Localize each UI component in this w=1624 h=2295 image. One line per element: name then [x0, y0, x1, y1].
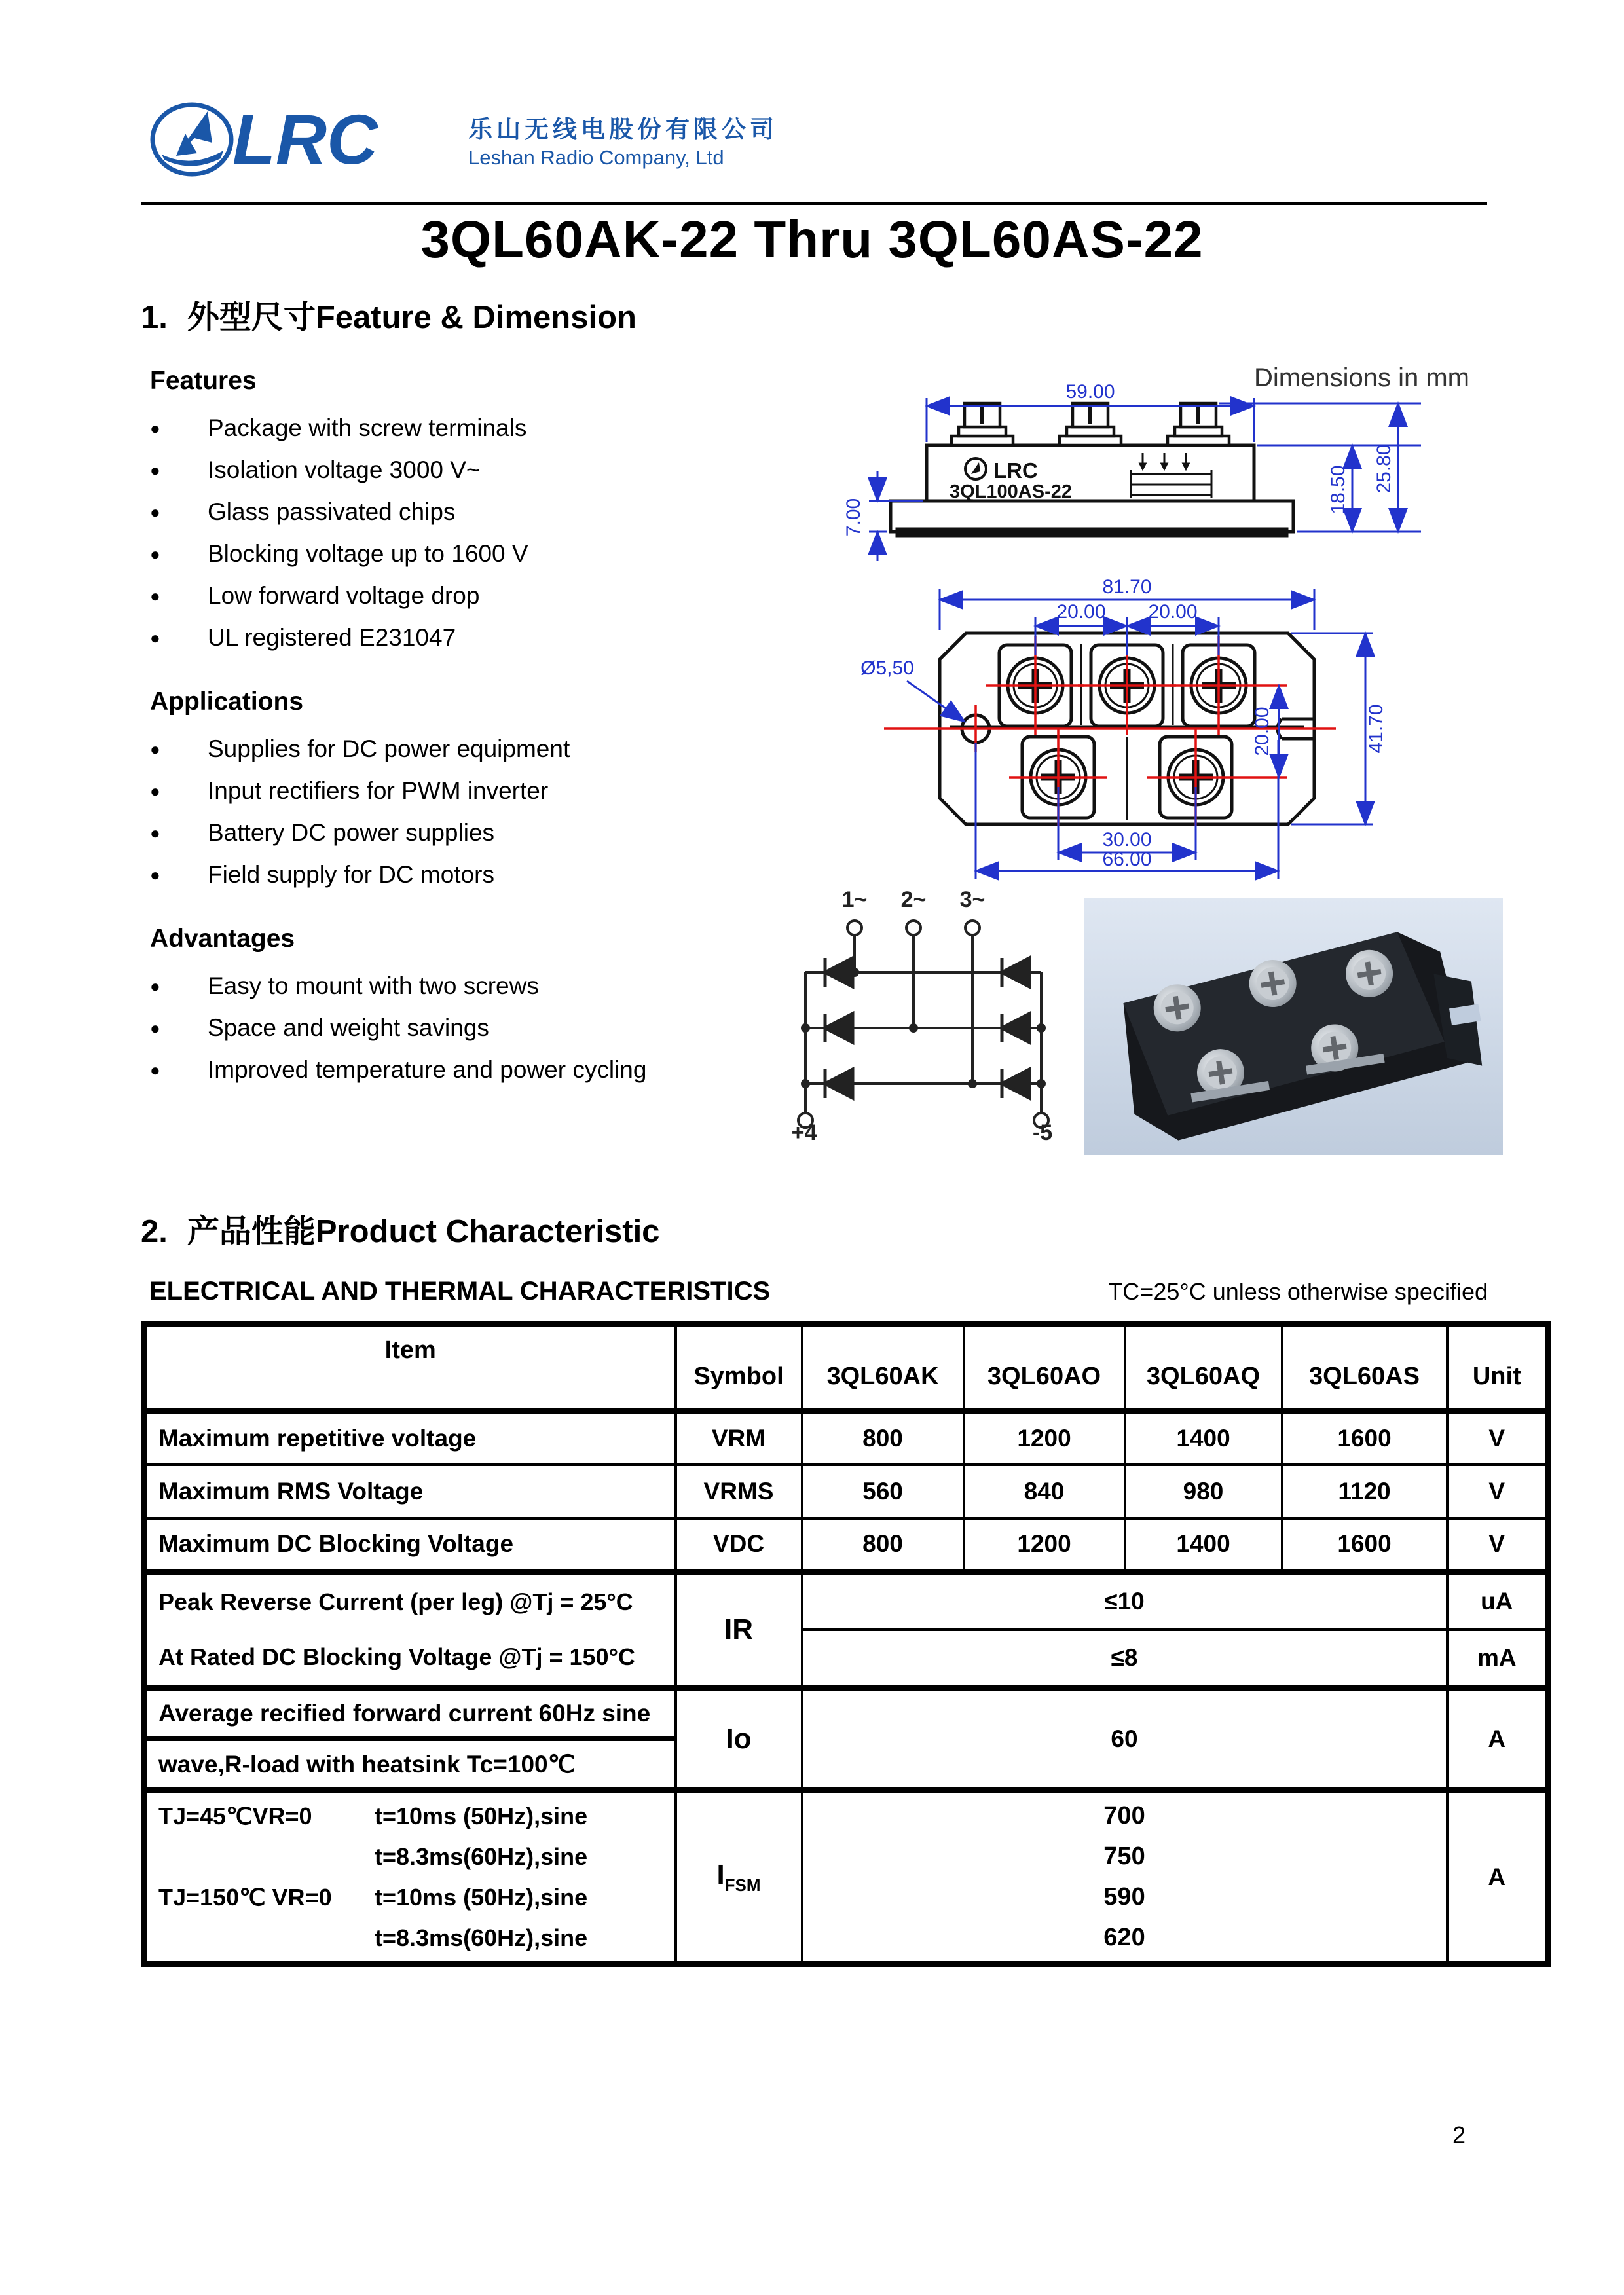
section2-number: 2. — [141, 1214, 168, 1249]
feature-text: Blocking voltage up to 1600 V — [208, 540, 528, 567]
bullet-icon: ● — [150, 864, 160, 885]
header-item: Item — [144, 1325, 676, 1411]
ifsm-time1: t=10ms (50Hz),sine — [375, 1802, 588, 1829]
company-name-en: Leshan Radio Company, Ltd — [468, 146, 724, 169]
dim-label-bottom-pitch: 30.00 — [1102, 829, 1152, 851]
cell-value: 980 — [1125, 1465, 1282, 1518]
list-item — [150, 854, 841, 896]
cell-item — [144, 1790, 676, 1964]
cell-value: 1600 — [1282, 1518, 1447, 1572]
section2-title: 产品性能Product Characteristic — [187, 1214, 660, 1249]
bullet-icon: ● — [150, 502, 160, 522]
list-item — [150, 1049, 841, 1091]
dim-label-mount-pitch: 66.00 — [1102, 849, 1152, 870]
ifsm-value: 700 — [1103, 1802, 1145, 1829]
screw-terminal-icon — [1168, 403, 1229, 445]
bullet-icon: ● — [150, 780, 160, 801]
features-title: Features — [150, 367, 257, 395]
table-row — [144, 1411, 1549, 1465]
features-list — [141, 407, 841, 659]
application-text: Battery DC power supplies — [208, 819, 495, 846]
list-item — [150, 407, 841, 449]
list-item — [150, 812, 841, 854]
cell-value: 1400 — [1125, 1518, 1282, 1572]
header-3ql60ak: 3QL60AK — [802, 1325, 964, 1411]
screw-terminal-icon — [951, 403, 1013, 445]
cell-symbol: Io — [676, 1688, 802, 1790]
applications-title: Applications — [150, 688, 304, 716]
company-logo — [147, 90, 778, 189]
advantages-title: Advantages — [150, 925, 295, 953]
ifsm-cond2: TJ=150℃ VR=0 — [158, 1883, 332, 1911]
company-name-cn: 乐山无线电股份有限公司 — [468, 117, 778, 143]
section1-number: 1. — [141, 300, 168, 335]
ifsm-time4: t=8.3ms(60Hz),sine — [375, 1924, 588, 1951]
table-condition-note: TC=25°C unless otherwise specified — [1108, 1278, 1488, 1305]
cell-value: 1600 — [1282, 1411, 1447, 1465]
cell-unit: V — [1447, 1518, 1549, 1572]
cell-value: 800 — [802, 1411, 964, 1465]
cell-item: Average recified forward current 60Hz sine — [144, 1688, 676, 1739]
table-row-ir — [144, 1572, 1549, 1630]
dim-label-row-pitch: 20.00 — [1251, 707, 1273, 756]
header-unit: Unit — [1447, 1325, 1549, 1411]
dim-label-right-outer: 25.80 — [1373, 444, 1395, 494]
header-divider — [141, 202, 1487, 205]
cell-item — [144, 1572, 676, 1688]
bullet-icon: ● — [150, 418, 160, 438]
application-text: Supplies for DC power equipment — [208, 735, 570, 762]
list-item — [150, 533, 841, 575]
cell-value — [802, 1790, 1447, 1964]
dim-label-overall-width: 81.70 — [1102, 576, 1152, 598]
feature-text: Package with screw terminals — [208, 414, 527, 441]
table-row — [144, 1518, 1549, 1572]
bullet-icon: ● — [150, 1018, 160, 1038]
bridge-schematic — [747, 881, 1103, 1143]
cell-value: 1200 — [964, 1411, 1125, 1465]
list-item — [150, 575, 841, 617]
cell-unit: A — [1447, 1688, 1549, 1790]
cell-unit: A — [1447, 1790, 1549, 1964]
product-photo — [1084, 898, 1503, 1155]
cell-item: Maximum repetitive voltage — [144, 1411, 676, 1465]
cell-value: ≤8 — [802, 1630, 1447, 1688]
advantage-text: Easy to mount with two screws — [208, 972, 539, 999]
advantage-text: Improved temperature and power cycling — [208, 1056, 647, 1083]
module-brand-label: LRC — [993, 458, 1038, 483]
lrc-logo-icon — [147, 90, 455, 189]
cell-value: 60 — [802, 1688, 1447, 1790]
page-number: 2 — [1452, 2121, 1466, 2148]
advantage-text: Space and weight savings — [208, 1014, 489, 1041]
bullet-icon: ● — [150, 585, 160, 606]
cell-unit: V — [1447, 1465, 1549, 1518]
logo-abbr: LRC — [232, 100, 378, 179]
list-item — [150, 965, 841, 1007]
dimensions-note: Dimensions in mm — [1254, 363, 1469, 392]
bullet-icon: ● — [150, 543, 160, 564]
ifsm-symbol-main: I — [716, 1858, 725, 1891]
negative-terminal-label: -5 — [1032, 1120, 1053, 1143]
ifsm-time2: t=8.3ms(60Hz),sine — [375, 1843, 588, 1870]
characteristics-table — [141, 1321, 1551, 1967]
list-item — [150, 770, 841, 812]
table-row-io — [144, 1688, 1549, 1739]
cell-item: wave,R-load with heatsink Tc=100℃ — [144, 1739, 676, 1790]
cell-value: 840 — [964, 1465, 1125, 1518]
advantages-list — [141, 965, 841, 1091]
bullet-icon: ● — [150, 976, 160, 996]
ir-condition-line1: Peak Reverse Current (per leg) @Tj = 25°C — [158, 1588, 633, 1615]
list-item — [150, 1007, 841, 1049]
cell-value: 1400 — [1125, 1411, 1282, 1465]
positive-terminal-label: +4 — [791, 1120, 817, 1143]
bullet-icon: ● — [150, 460, 160, 480]
ir-condition-line2: At Rated DC Blocking Voltage @Tj = 150°C — [158, 1643, 635, 1670]
cell-value: 1200 — [964, 1518, 1125, 1572]
cell-unit: mA — [1447, 1630, 1549, 1688]
bullet-icon: ● — [150, 627, 160, 648]
module-model-label: 3QL100AS-22 — [950, 481, 1072, 502]
cell-unit: uA — [1447, 1572, 1549, 1630]
phase3-label: 3~ — [959, 887, 986, 912]
cell-item: Maximum RMS Voltage — [144, 1465, 676, 1518]
cell-symbol: IR — [676, 1572, 802, 1688]
cell-symbol: VRMS — [676, 1465, 802, 1518]
cell-symbol — [676, 1790, 802, 1964]
page-title: 3QL60AK-22 Thru 3QL60AS-22 — [420, 210, 1204, 268]
side-view-drawing — [828, 340, 1493, 573]
ifsm-value: 590 — [1103, 1883, 1145, 1911]
cell-symbol: VDC — [676, 1518, 802, 1572]
cell-symbol: VRM — [676, 1411, 802, 1465]
list-item — [150, 728, 841, 770]
dim-label-right-inner: 18.50 — [1327, 465, 1349, 515]
cell-value: 1120 — [1282, 1465, 1447, 1518]
table-row — [144, 1465, 1549, 1518]
phase2-label: 2~ — [900, 887, 927, 912]
feature-text: Glass passivated chips — [208, 498, 456, 525]
feature-text: Isolation voltage 3000 V~ — [208, 456, 481, 483]
applications-list — [141, 728, 841, 896]
cell-value: 560 — [802, 1465, 964, 1518]
dim-label-left: 7.00 — [843, 498, 864, 537]
phase1-label: 1~ — [841, 887, 868, 912]
feature-column — [141, 292, 841, 1091]
section1-heading — [141, 292, 841, 338]
list-item — [150, 449, 841, 491]
table-row-ifsm — [144, 1790, 1549, 1964]
bullet-icon: ● — [150, 1059, 160, 1080]
table-header-row — [144, 1325, 1549, 1411]
list-item — [150, 617, 841, 659]
list-item — [150, 491, 841, 533]
header-3ql60as: 3QL60AS — [1282, 1325, 1447, 1411]
table-title: ELECTRICAL AND THERMAL CHARACTERISTICS — [149, 1277, 771, 1306]
ifsm-cond1: TJ=45℃VR=0 — [158, 1802, 312, 1829]
cell-value: 800 — [802, 1518, 964, 1572]
header-symbol: Symbol — [676, 1325, 802, 1411]
bullet-icon: ● — [150, 822, 160, 843]
header-3ql60aq: 3QL60AQ — [1125, 1325, 1282, 1411]
section1-title: 外型尺寸Feature & Dimension — [187, 300, 637, 335]
dim-label-pitch-right: 20.00 — [1148, 601, 1198, 623]
cell-unit: V — [1447, 1411, 1549, 1465]
cell-value: ≤10 — [802, 1572, 1447, 1630]
dim-label-hole: Ø5,50 — [860, 657, 914, 679]
feature-text: Low forward voltage drop — [208, 582, 480, 609]
feature-text: UL registered E231047 — [208, 624, 456, 651]
cell-item: Maximum DC Blocking Voltage — [144, 1518, 676, 1572]
top-view-drawing — [828, 571, 1493, 884]
ifsm-time3: t=10ms (50Hz),sine — [375, 1883, 588, 1911]
header-3ql60ao: 3QL60AO — [964, 1325, 1125, 1411]
ifsm-value: 620 — [1103, 1924, 1145, 1951]
section2-heading — [141, 1206, 659, 1252]
dim-label-overall-height: 41.70 — [1365, 704, 1387, 754]
dim-label-pitch-left: 20.00 — [1056, 601, 1106, 623]
screw-terminal-icon — [1060, 403, 1121, 445]
application-text: Field supply for DC motors — [208, 861, 494, 888]
bullet-icon: ● — [150, 739, 160, 759]
dim-label-width: 59.00 — [1065, 381, 1115, 403]
ifsm-symbol-sub: FSM — [724, 1875, 761, 1895]
application-text: Input rectifiers for PWM inverter — [208, 777, 549, 804]
ifsm-value: 750 — [1103, 1843, 1145, 1870]
